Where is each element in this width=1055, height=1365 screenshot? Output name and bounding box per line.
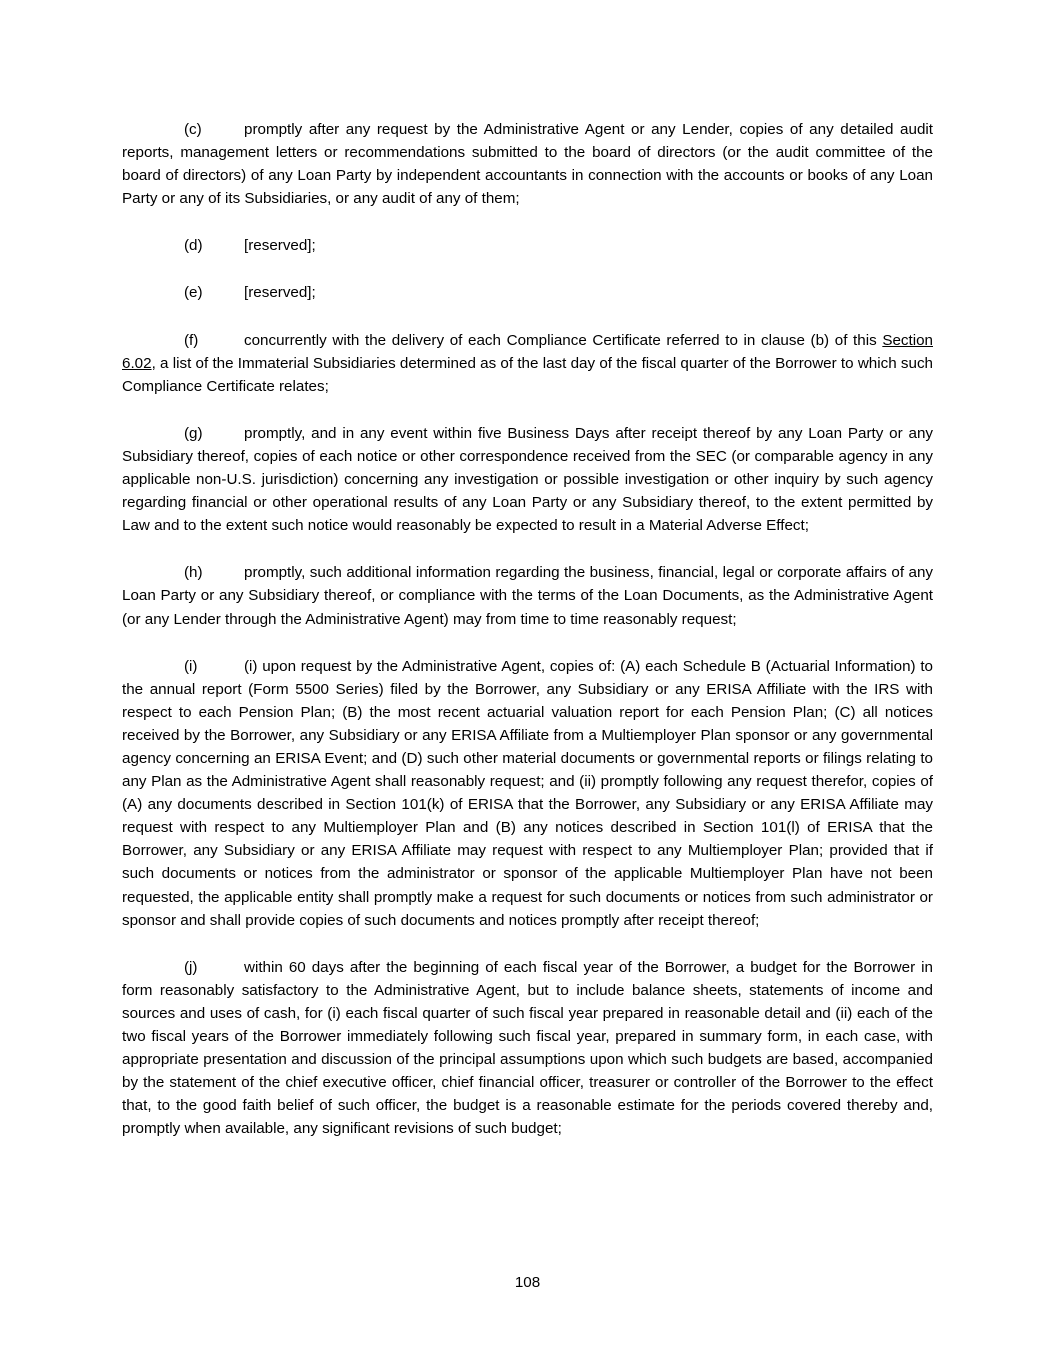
clause-paragraph-c [122, 118, 933, 210]
clause-marker: (i) [184, 657, 198, 675]
clause-marker: (j) [184, 958, 198, 976]
clause-paragraph-h [122, 561, 933, 630]
clause-text: promptly, such additional information regarding the business, financial, legal or corporate affairs of any Loan Party or any Subsidiary thereof, or compliance with the terms of the Loan Documents, as the Administrative Agent (or any Lender through the Administrative Agent) may from time to time reasonably request; [122, 564, 933, 628]
clause-paragraph-d [122, 234, 933, 257]
clause-paragraph-j [122, 956, 933, 1141]
clause-text-continued: , a list of the Immaterial Subsidiaries determined as of the last day of the fiscal quarter of the Borrower to which such Compliance Certificate relates; [122, 354, 933, 395]
clause-paragraph-e [122, 281, 933, 304]
clause-paragraph-f [122, 329, 933, 398]
clause-marker: (d) [184, 237, 203, 255]
clause-marker: (c) [184, 121, 202, 138]
clause-text: promptly, and in any event within five Business Days after receipt thereof by any Loan Party or any Subsidiary thereof, copies of each notice or other correspondence received from the SEC (or comparable agency in any applicable non-U.S. jurisdiction) concerning any investigation or possible investigation or other inquiry by such agency regarding financial or other operational results of any Loan Party or any Subsidiary thereof, to the extent permitted by Law and to the extent such notice would reasonably be expected to result in a Material Adverse Effect; [122, 424, 933, 535]
clause-marker: (f) [184, 331, 199, 349]
clause-text: within 60 days after the beginning of each fiscal year of the Borrower, a budget for the Borrower in form reasonably satisfactory to the Administrative Agent, but to include balance sheets, statements of income and sources and uses of cash, for (i) each fiscal quarter of such fiscal year prepared in reasonable detail and (ii) each of the two fiscal years of the Borrower immediately following such fiscal year, prepared in summary form, in each case, with appropriate presentation and discussion of the principal assumptions upon which such budgets are based, accompanied by the statement of the chief executive officer, chief financial officer, treasurer or controller of the Borrower to the effect that, to the good faith belief of such officer, the budget is a reasonable estimate for the periods covered thereby and, promptly when available, any significant revisions of such budget; [122, 958, 933, 1138]
document-body [122, 118, 933, 1140]
clause-paragraph-i [122, 655, 933, 932]
clause-paragraph-g [122, 422, 933, 537]
clause-marker: (g) [184, 424, 203, 442]
clause-text: (i) upon request by the Administrative Agent, copies of: (A) each Schedule B (Actuarial Information) to the annual report (Form 5500 Series) filed by the Borrower, any Subsidiary or any ERISA Affiliate with the IRS with respect to each Pension Plan; (B) the most recent actuarial valuation report for each Pension Plan; (C) all notices received by the Borrower, any Subsidiary or any ERISA Affiliate from a Multiemployer Plan sponsor or any governmental agency concerning an ERISA Event; and (D) such other material documents or governmental reports or filings relating to any Plan as the Administrative Agent shall reasonably request; and (ii) promptly following any request therefor, copies of (A) any documents described in Section 101(k) of ERISA that the Borrower, any Subsidiary or any ERISA Affiliate may request with respect to any Multiemployer Plan and (B) any notices described in Section 101(l) of ERISA that the Borrower, any Subsidiary or any ERISA Affiliate may request with respect to any Multiemployer Plan; provided that if such documents or notices from the administrator or sponsor of the applicable Multiemployer Plan have not been requested, the applicable entity shall promptly make a request for such documents or notices from such administrator or sponsor and shall provide copies of such documents and notices promptly after receipt thereof; [122, 657, 933, 929]
clause-text: [reserved]; [244, 237, 316, 255]
clause-marker: (h) [184, 564, 203, 582]
clause-text: concurrently with the delivery of each Compliance Certificate referred to in clause (b) of this [244, 331, 883, 349]
page-number: 108 [514, 1273, 541, 1291]
clause-text: promptly after any request by the Administrative Agent or any Lender, copies of any detailed audit reports, management letters or recommendations submitted to the board of directors (or the audit committee of the board of directors) of any Loan Party by independent accountants in connection with the accounts or books of any Loan Party or any of its Subsidiaries, or any audit of any of them; [122, 121, 933, 208]
section-reference-link: Section 6.02 [122, 331, 933, 372]
clause-text: [reserved]; [244, 284, 316, 302]
clause-marker: (e) [184, 284, 203, 302]
